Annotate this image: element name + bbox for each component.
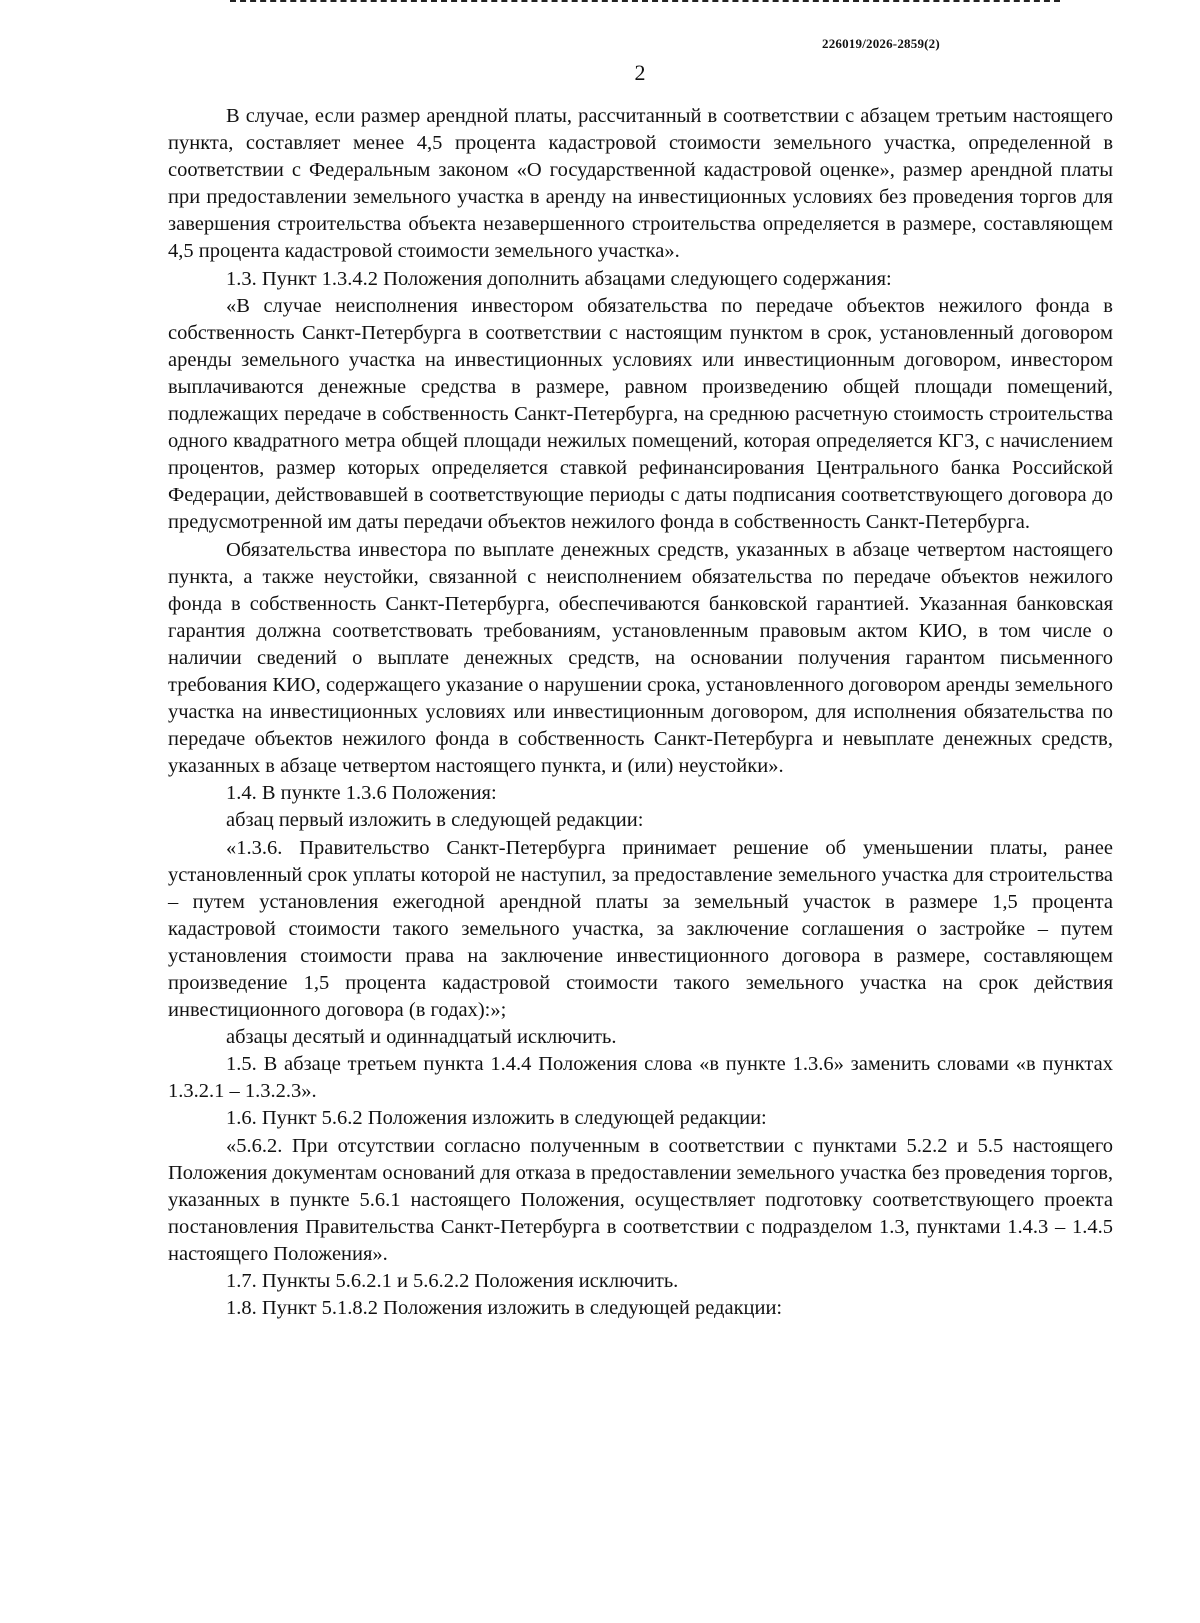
paragraph-rent-minimum: В случае, если размер арендной платы, рассчитанный в соответствии с абзацем третьим настоящего пункта, составляет менее 4,5 процента кадастровой стоимости земельного участка, определенной в соответствии с Федеральным законом «О государственной кадастровой оценке», размер арендной платы при предоставлении земельного участка в аренду на инвестиционных условиях без проведения торгов для завершения строительства объекта незавершенного строительства определяется в размере, составляющем 4,5 процента кадастровой стоимости земельного участка». bbox=[168, 105, 1113, 263]
paragraph-1-3-6: «1.3.6. Правительство Санкт-Петербурга принимает решение об уменьшении платы, ранее установленный срок уплаты которой не наступил, за предоставление земельного участка для строительства – путем установления ежегодной арендной платы за земельный участок в размере 1,5 процента кадастровой стоимости такого земельного участка, за заключение соглашения о застройке – путем установления стоимости права на заключение инвестиционного договора в размере, составляющем произведение 1,5 процента кадастровой стоимости такого земельного участка на срок действия инвестиционного договора (в годах):»; bbox=[168, 836, 1113, 1022]
paragraph-bank-guarantee: Обязательства инвестора по выплате денежных средств, указанных в абзаце четвертом настоящего пункта, а также неустойки, связанной с неисполнением обязательства по передаче объектов нежилого фонда в собственность Санкт-Петербурга, обеспечиваются банковской гарантией. Указанная банковская гарантия должна соответствовать требованиям, установленным правовым актом КИО, в том числе о наличии сведений о выплате денежных средств, на основании получения гарантом письменного требования КИО, содержащего указание о нарушении срока, установленного договором аренды земельного участка на инвестиционных условиях или инвестиционным договором, для исполнения обязательства по передаче объектов нежилого фонда в собственность Санкт-Петербурга и невыплате денежных средств, указанных в абзаце четвертом настоящего пункта, и (или) неустойки». bbox=[168, 538, 1113, 778]
paragraph-item-1-7: 1.7. Пункты 5.6.2.1 и 5.6.2.2 Положения исключить. bbox=[226, 1270, 679, 1293]
document-body bbox=[168, 103, 1113, 1322]
paragraph-item-1-4: 1.4. В пункте 1.3.6 Положения: bbox=[226, 782, 497, 805]
paragraph-item-1-3: 1.3. Пункт 1.3.4.2 Положения дополнить абзацами следующего содержания: bbox=[226, 267, 892, 290]
paragraph-first-abzac: абзац первый изложить в следующей редакции: bbox=[226, 809, 644, 832]
top-edge-rule bbox=[230, 0, 1060, 2]
paragraph-5-6-2: «5.6.2. При отсутствии согласно полученным в соответствии с пунктами 5.2.2 и 5.5 настоящего Положения документам оснований для отказа в предоставлении земельного участка без проведения торгов, указанных в пункте 5.6.1 настоящего Положения, осуществляет подготовку соответствующего проекта постановления Правительства Санкт-Петербурга в соответствии с подразделом 1.3, пунктами 1.4.3 – 1.4.5 настоящего Положения». bbox=[168, 1134, 1113, 1265]
paragraph-item-1-8: 1.8. Пункт 5.1.8.2 Положения изложить в следующей редакции: bbox=[226, 1297, 783, 1320]
document-registration-number: 226019/2026-2859(2) bbox=[822, 36, 940, 51]
paragraph-investor-obligation: «В случае неисполнения инвестором обязательства по передаче объектов нежилого фонда в собственность Санкт-Петербурга в соответствии с настоящим пунктом в срок, установленный договором аренды земельного участка на инвестиционных условиях или инвестиционным договором, инвестором выплачиваются денежные средства в размере, равном произведению общей площади помещений, подлежащих передаче в собственность Санкт-Петербурга, на среднюю расчетную стоимость строительства одного квадратного метра общей площади нежилых помещений, которая определяется КГЗ, с начислением процентов, размер которых определяется ставкой рефинансирования Центрального банка Российской Федерации, действовавшей в соответствующие периоды с даты подписания соответствующего договора до предусмотренной им даты передачи объектов нежилого фонда в собственность Санкт-Петербурга. bbox=[168, 294, 1113, 534]
paragraph-item-1-6: 1.6. Пункт 5.6.2 Положения изложить в следующей редакции: bbox=[226, 1107, 767, 1130]
paragraph-item-1-5: 1.5. В абзаце третьем пункта 1.4.4 Положения слова «в пункте 1.3.6» заменить словами «в пунктах 1.3.2.1 – 1.3.2.3». bbox=[168, 1053, 1113, 1103]
page-number: 2 bbox=[634, 60, 646, 85]
paragraph-exclude-abzacs: абзацы десятый и одиннадцатый исключить. bbox=[226, 1026, 617, 1049]
